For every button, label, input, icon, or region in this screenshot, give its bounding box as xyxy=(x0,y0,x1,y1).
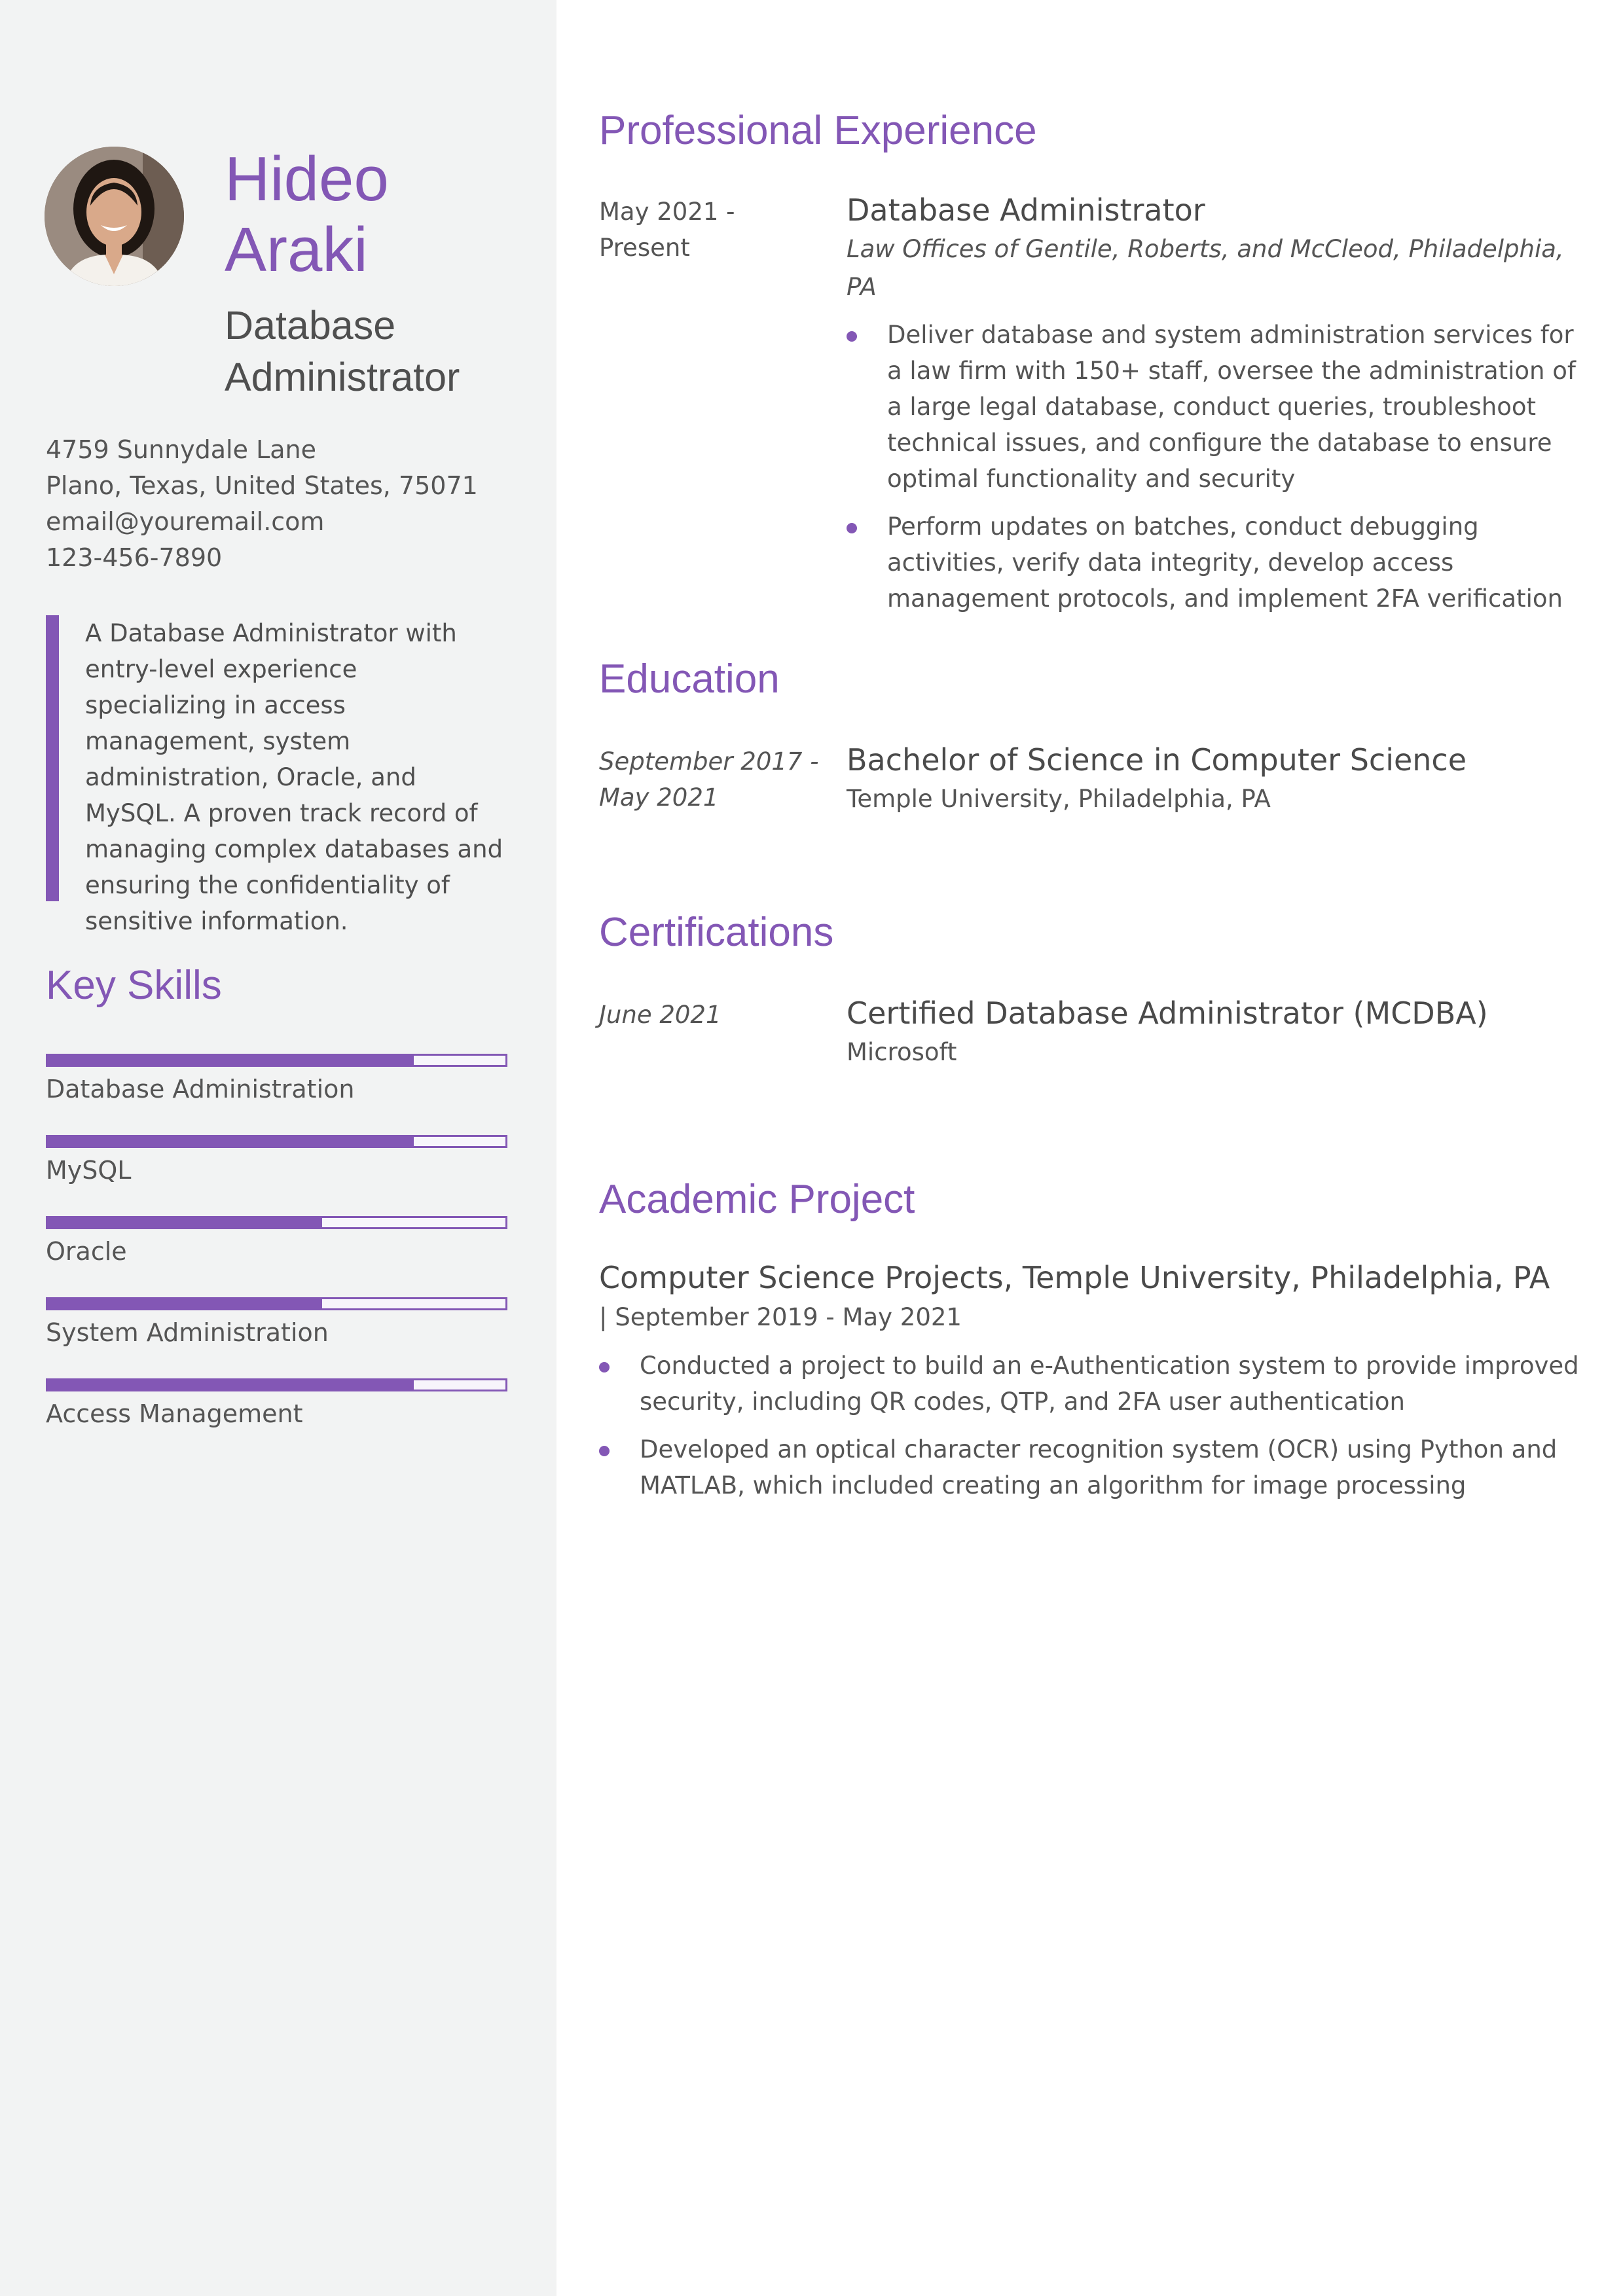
education-entry xyxy=(599,740,1588,818)
certification-body xyxy=(847,993,1588,1071)
project-section xyxy=(599,1174,1588,1515)
bullet-icon xyxy=(847,331,857,342)
candidate-name xyxy=(225,144,539,285)
skill-bar-fill xyxy=(48,1299,322,1308)
title-line-1: Database xyxy=(225,303,396,348)
skill-bar xyxy=(46,1135,507,1148)
experience-section xyxy=(599,105,1588,628)
skill-label: Oracle xyxy=(46,1237,127,1266)
skill-label: System Administration xyxy=(46,1318,329,1347)
skill-bar-fill xyxy=(48,1137,414,1146)
project-date: | September 2019 - May 2021 xyxy=(599,1303,962,1331)
bullet-text: Conducted a project to build an e-Authentication system to provide improved security, including QR codes, QTP, and 2FA user authentication xyxy=(640,1352,1579,1416)
job-title xyxy=(225,300,539,403)
bullet-text: Perform updates on batches, conduct debugging activities, verify data integrity, develop access management protocols, and implement 2FA verification xyxy=(887,512,1563,613)
bullet-text: Deliver database and system administration services for a law firm with 150+ staff, oversee the administration of a large legal database, conduct queries, troubleshoot technical issues, and configure the database to ensure optimal functionality and security xyxy=(887,321,1576,493)
title-line-2: Administrator xyxy=(225,355,460,399)
skill-bar xyxy=(46,1297,507,1310)
bullet-icon xyxy=(847,523,857,533)
contact-city: Plano, Texas, United States, 75071 xyxy=(46,471,478,500)
skill-item xyxy=(46,1297,509,1378)
skill-item xyxy=(46,1054,509,1135)
bullet-text: Developed an optical character recognition system (OCR) using Python and MATLAB, which included creating an algorithm for image processing xyxy=(640,1435,1558,1499)
skill-bar xyxy=(46,1054,507,1067)
certification-issuer: Microsoft xyxy=(847,1038,957,1066)
certification-name: Certified Database Administrator (MCDBA) xyxy=(847,996,1488,1031)
skill-bar-fill xyxy=(48,1218,322,1227)
contact-email[interactable]: email@youremail.com xyxy=(46,507,325,536)
bullet-icon xyxy=(599,1362,610,1372)
bullet-icon xyxy=(599,1446,610,1456)
education-date: September 2017 - May 2021 xyxy=(599,747,819,812)
contact-phone: 123-456-7890 xyxy=(46,543,223,572)
experience-role: Database Administrator xyxy=(847,192,1205,228)
list-item xyxy=(847,317,1588,497)
contact-info xyxy=(46,432,530,576)
project-title: Computer Science Projects, Temple University, Philadelphia, PA xyxy=(599,1260,1550,1295)
education-school: Temple University, Philadelphia, PA xyxy=(847,785,1271,813)
education-section xyxy=(599,653,1588,818)
name-line-1: Hideo xyxy=(225,144,389,214)
sidebar xyxy=(0,0,556,2296)
certification-date: June 2021 xyxy=(599,1001,721,1029)
experience-org: Law Offices of Gentile, Roberts, and McCleod, Philadelphia, PA xyxy=(847,235,1564,301)
skill-item xyxy=(46,1216,509,1297)
list-item xyxy=(847,509,1588,617)
certifications-section xyxy=(599,906,1588,1071)
skill-label: Access Management xyxy=(46,1399,303,1428)
certification-entry xyxy=(599,993,1588,1071)
skill-label: MySQL xyxy=(46,1156,132,1185)
education-body xyxy=(847,740,1588,818)
summary-text: A Database Administrator with entry-level experience specializing in access management, system administration, Oracle, and MySQL. A proven track record of managing complex databases and ensuring the confidentiality of sensitive information. xyxy=(46,615,504,901)
skill-item xyxy=(46,1378,509,1460)
skill-label: Database Administration xyxy=(46,1075,355,1103)
experience-entry xyxy=(599,190,1588,617)
project-heading: Academic Project xyxy=(599,1177,915,1222)
skill-bar-fill xyxy=(48,1380,414,1390)
education-degree: Bachelor of Science in Computer Science xyxy=(847,742,1467,778)
avatar xyxy=(45,147,184,286)
list-item xyxy=(599,1348,1588,1420)
experience-bullets xyxy=(847,317,1588,617)
list-item xyxy=(599,1431,1588,1503)
contact-street: 4759 Sunnydale Lane xyxy=(46,435,316,464)
experience-heading: Professional Experience xyxy=(599,108,1037,153)
experience-date: May 2021 - Present xyxy=(599,198,735,262)
profile-photo xyxy=(45,147,184,286)
skill-bar xyxy=(46,1378,507,1391)
key-skills-heading: Key Skills xyxy=(46,963,222,1008)
skill-bar-fill xyxy=(48,1056,414,1065)
skill-bar xyxy=(46,1216,507,1229)
project-bullets xyxy=(599,1348,1588,1503)
education-heading: Education xyxy=(599,656,780,702)
experience-body xyxy=(847,190,1588,617)
certifications-heading: Certifications xyxy=(599,910,834,955)
name-line-2: Araki xyxy=(225,215,368,285)
skill-item xyxy=(46,1135,509,1216)
skills-list xyxy=(46,1054,509,1460)
